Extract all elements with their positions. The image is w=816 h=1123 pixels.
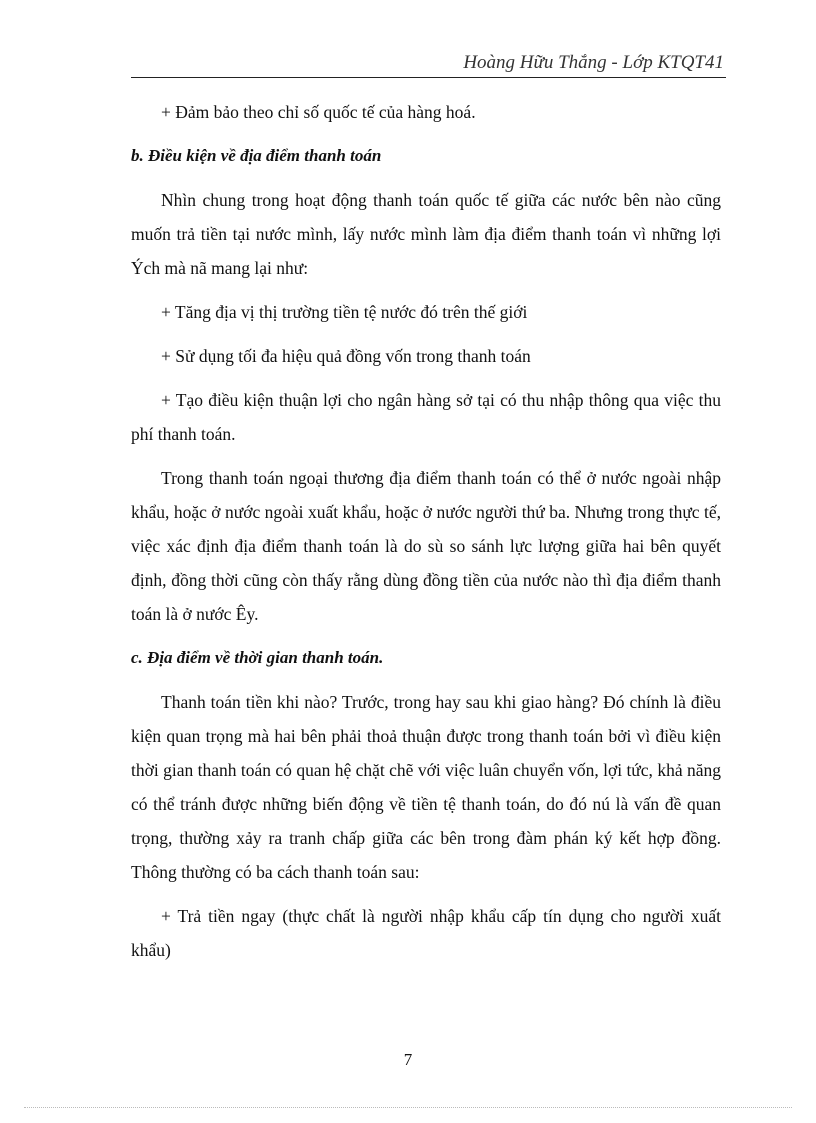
paragraph-bullet-intl-index: + Đảm bảo theo chỉ số quốc tế của hàng hoá.: [161, 102, 476, 122]
paragraph-bullet-bank-income: + Tạo điều kiện thuận lợi cho ngân hàng sở tại có thu nhập thông qua việc thu phí thanh toán.: [131, 390, 721, 444]
paragraph-bullet-pay-immediately: + Trả tiền ngay (thực chất là người nhập khẩu cấp tín dụng cho người xuất khẩu): [131, 906, 721, 960]
paragraph-bullet-currency-position: + Tăng địa vị thị trường tiền tệ nước đó trên thế giới: [161, 302, 528, 322]
page-bottom-border: [24, 1107, 792, 1108]
paragraph-foreign-trade-location: Trong thanh toán ngoại thương địa điểm thanh toán có thể ở nước ngoài nhập khẩu, hoặc ở nước ngoài xuất khẩu, hoặc ở nước người thứ ba. Nhưng trong thực tế, việc xác định địa điểm thanh toán là do sù so sánh lực lượng giữa hai bên quyết định, đồng thời cũng còn thấy rằng dùng đồng tiền của nước nào thì địa điểm thanh toán là ở nước Êy.: [131, 468, 721, 624]
page-header: Hoàng Hữu Thắng - Lớp KTQT41: [463, 52, 724, 73]
heading-c-payment-time: c. Địa điểm về thời gian thanh toán.: [131, 648, 384, 667]
paragraph-payment-location-intro: Nhìn chung trong hoạt động thanh toán quốc tế giữa các nước bên nào cũng muốn trả tiền tại nước mình, lấy nước mình làm địa điểm thanh toán vì những lợi Ých mà nã mang lại như:: [131, 190, 721, 278]
document-body: [131, 95, 721, 977]
heading-b-payment-location: b. Điều kiện về địa điểm thanh toán: [131, 146, 382, 165]
paragraph-payment-time-intro: Thanh toán tiền khi nào? Trước, trong hay sau khi giao hàng? Đó chính là điều kiện quan trọng mà hai bên phải thoả thuận được trong thanh toán bởi vì điều kiện thời gian thanh toán có quan hệ chặt chẽ với việc luân chuyển vốn, lợi tức, khả năng có thể tránh được những biến động về tiền tệ thanh toán, do đó nú là vấn đề quan trọng, thường xảy ra tranh chấp giữa các bên trong đàm phán ký kết hợp đồng. Thông thường có ba cách thanh toán sau:: [131, 692, 721, 882]
page-number: 7: [403, 1050, 413, 1069]
paragraph-bullet-capital-efficiency: + Sử dụng tối đa hiệu quả đồng vốn trong thanh toán: [161, 346, 531, 366]
header-rule: [131, 77, 726, 78]
